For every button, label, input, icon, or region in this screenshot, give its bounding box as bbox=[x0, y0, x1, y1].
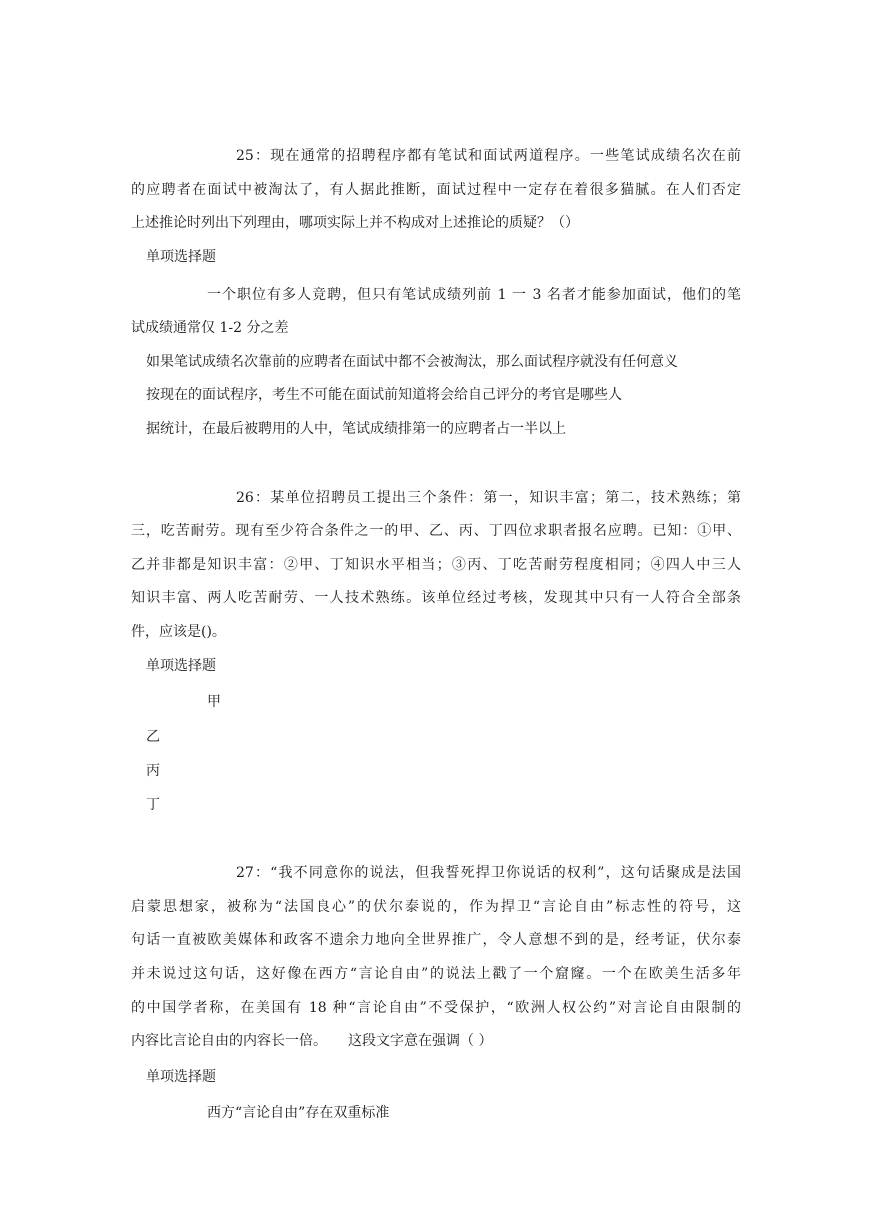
question-27-line-3: 句话一直被欧美媒体和政客不遗余力地向全世界推广，令人意想不到的是，经考证，伏尔泰 bbox=[131, 932, 741, 948]
question-25-line-3: 上述推论时列出下列理由，哪项实际上并不构成对上述推论的质疑？（） bbox=[131, 215, 579, 231]
question-27-option-a: 西方“言论自由”存在双重标准 bbox=[207, 1105, 390, 1121]
question-26-line-2: 三，吃苦耐劳。现有至少符合条件之一的甲、乙、丙、丁四位求职者报名应聘。已知：①甲、 bbox=[131, 523, 741, 539]
question-25-option-b: 如果笔试成绩名次靠前的应聘者在面试中都不会被淘汰，那么面试程序就没有任何意义 bbox=[146, 354, 678, 370]
question-27-line-5: 的中国学者称，在美国有 18 种“言论自由”不受保护，“欧洲人权公约”对言论自由限制的 bbox=[131, 1000, 741, 1016]
question-25-option-a-line-2: 试成绩通常仅 1-2 分之差 bbox=[131, 320, 289, 336]
question-27-line-1: 27：“我不同意你的说法，但我誓死捍卫你说话的权利”，这句话聚成是法国 bbox=[236, 865, 741, 881]
question-25-option-a-line-1: 一个职位有多人竞聘，但只有笔试成绩列前 1 一 3 名者才能参加面试，他们的笔 bbox=[207, 287, 741, 303]
question-26-line-1: 26：某单位招聘员工提出三个条件：第一，知识丰富；第二，技术熟练；第 bbox=[236, 490, 741, 506]
question-26-option-b: 乙 bbox=[146, 729, 160, 745]
question-25-type: 单项选择题 bbox=[146, 249, 216, 265]
question-27-line-2: 启蒙思想家，被称为“法国良心”的伏尔泰说的，作为捍卫“言论自由”标志性的符号，这 bbox=[131, 899, 741, 915]
question-26-type: 单项选择题 bbox=[146, 658, 216, 674]
question-25-option-d: 据统计，在最后被聘用的人中，笔试成绩排第一的应聘者占一半以上 bbox=[146, 421, 566, 437]
question-25-option-c: 按现在的面试程序，考生不可能在面试前知道将会给自己评分的考官是哪些人 bbox=[146, 387, 622, 403]
question-25-line-1: 25：现在通常的招聘程序都有笔试和面试两道程序。一些笔试成绩名次在前 bbox=[236, 148, 741, 164]
question-26-line-3: 乙并非都是知识丰富：②甲、丁知识水平相当；③丙、丁吃苦耐劳程度相同；④四人中三人 bbox=[131, 557, 741, 573]
question-26-line-4: 知识丰富、两人吃苦耐劳、一人技术熟练。该单位经过考核，发现其中只有一人符合全部条 bbox=[131, 590, 741, 606]
question-26-line-5: 件，应该是()。 bbox=[131, 624, 226, 640]
question-27-line-6: 内容比言论自由的内容长一倍。 这段文字意在强调（ ） bbox=[131, 1033, 493, 1049]
question-25-line-2: 的应聘者在面试中被淘汰了，有人据此推断，面试过程中一定存在着很多猫腻。在人们否定 bbox=[131, 182, 741, 198]
question-26-option-a: 甲 bbox=[207, 694, 221, 710]
question-26-option-c: 丙 bbox=[146, 763, 160, 779]
question-27-line-4: 并未说过这句话，这好像在西方“言论自由”的说法上戳了一个窟窿。一个在欧美生活多年 bbox=[131, 966, 741, 982]
question-27-type: 单项选择题 bbox=[146, 1069, 216, 1085]
question-26-option-d: 丁 bbox=[146, 797, 160, 813]
